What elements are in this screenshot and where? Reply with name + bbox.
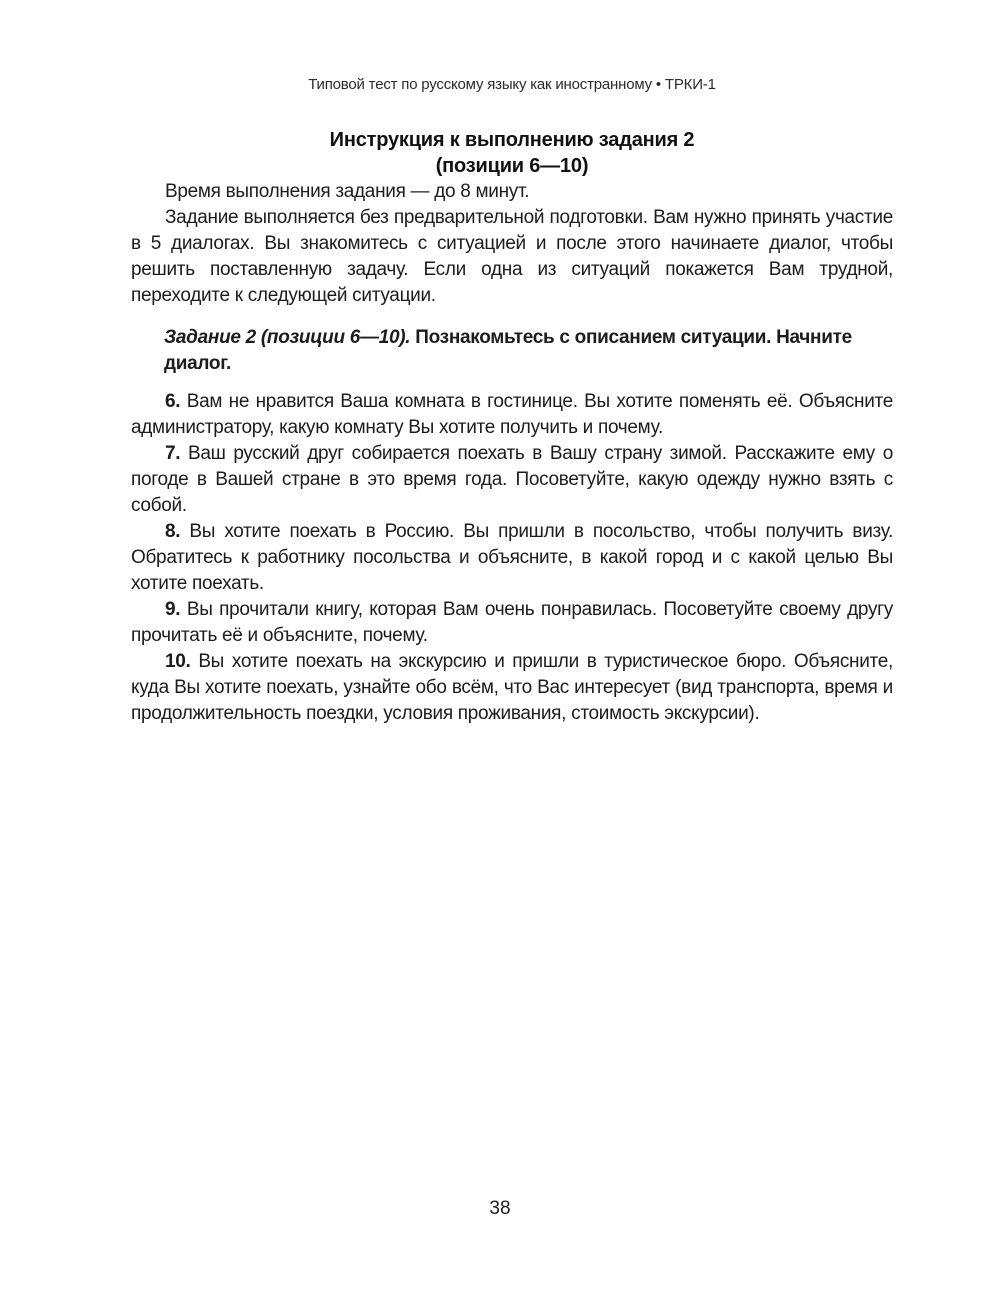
task-item-8-number: 8.: [165, 521, 181, 542]
task-heading-italic: Задание 2 (позиции 6—10).: [164, 327, 411, 348]
task-item-7-number: 7.: [165, 443, 181, 464]
body-text: [131, 179, 893, 727]
task-item-8: [131, 519, 893, 597]
page-title-line-2: (позиции 6—10): [435, 155, 589, 177]
task-item-9-number: 9.: [165, 599, 181, 620]
task-item-7: [131, 441, 893, 519]
task-item-10-text: Вы хотите поехать на экскурсию и пришли в туристическое бюро. Объясните, куда Вы хотите поехать, узнайте обо всём, что Вас интересует (вид транспорта, время и продолжительность поездки, условия проживания, стоимость экскурсии).: [131, 651, 893, 724]
task-item-9: [131, 597, 893, 649]
intro-paragraph-1: Время выполнения задания — до 8 минут.: [165, 181, 530, 202]
task-item-6: [131, 389, 893, 441]
task-item-8-text: Вы хотите поехать в Россию. Вы пришли в посольство, чтобы получить визу. Обратитесь к работнику посольства и объясните, в какой город и с какой целью Вы хотите поехать.: [131, 521, 893, 594]
task-heading-bold: Познакомьтесь с описанием ситуации. Начните диалог.: [164, 327, 852, 374]
page-number: 38: [489, 1198, 511, 1219]
intro-paragraph-2: Задание выполняется без предварительной подготовки. Вам нужно принять участие в 5 диалогах. Вы знакомитесь с ситуацией и после этого начинаете диалог, чтобы решить поставленную задачу. Если одна из ситуаций покажется Вам трудной, переходите к следующей ситуации.: [131, 207, 893, 306]
page-title: [131, 127, 893, 179]
page-content: [131, 76, 893, 727]
task-item-6-number: 6.: [165, 391, 181, 412]
task-item-10: [131, 649, 893, 727]
task-item-7-text: Ваш русский друг собирается поехать в Вашу страну зимой. Расскажите ему о погоде в Вашей стране в это время года. Посоветуйте, какую одежду нужно взять с собой.: [131, 443, 894, 516]
task-heading: [131, 325, 893, 377]
task-item-10-number: 10.: [165, 651, 191, 672]
task-item-9-text: Вы прочитали книгу, которая Вам очень понравилась. Посоветуйте своему другу прочитать её и объясните, почему.: [131, 599, 893, 646]
running-header: Типовой тест по русскому языку как иностранному • ТРКИ-1: [308, 76, 716, 93]
task-item-6-text: Вам не нравится Ваша комната в гостинице. Вы хотите поменять её. Объясните администратору, какую комнату Вы хотите получить и почему.: [131, 391, 894, 438]
page-title-line-1: Инструкция к выполнению задания 2: [329, 129, 695, 151]
